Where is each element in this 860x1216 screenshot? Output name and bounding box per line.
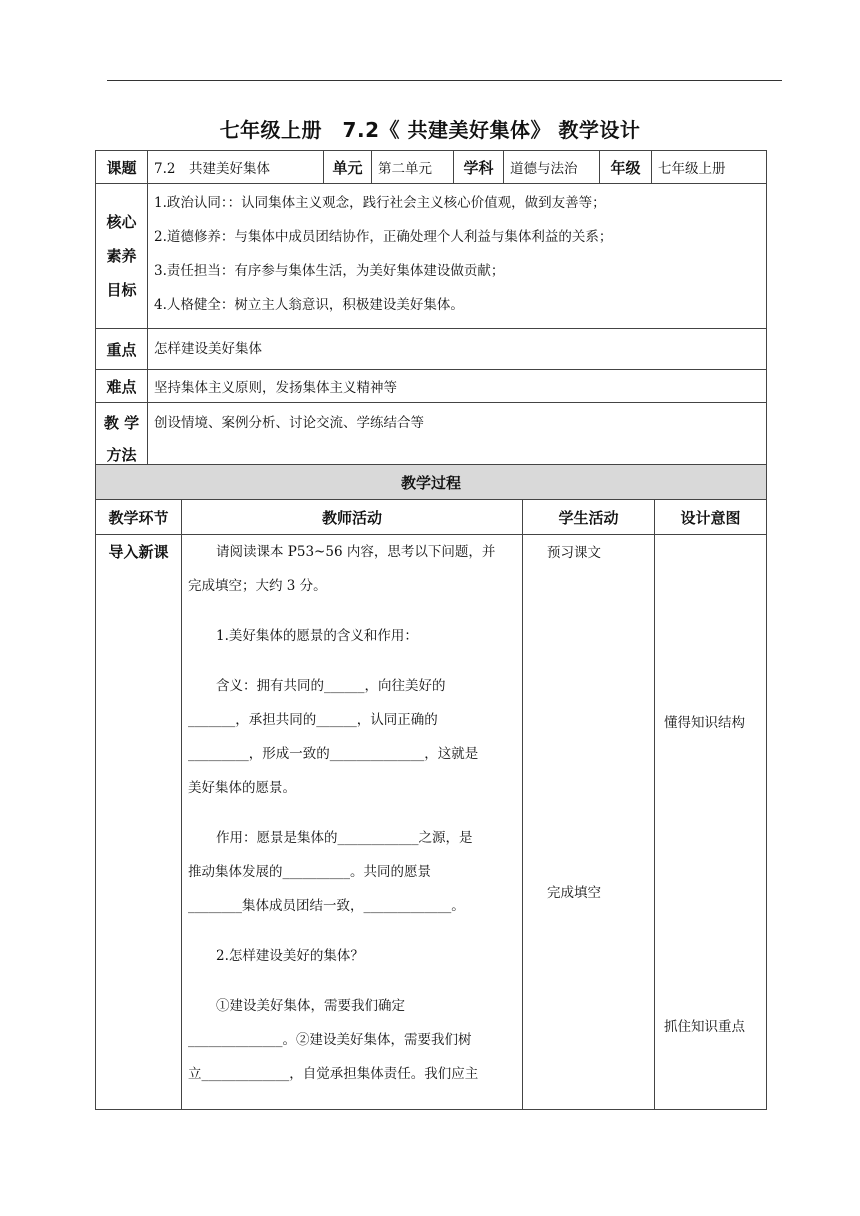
student-activity: [523, 535, 655, 1110]
teacher-line: ①建设美好集体，需要我们确定: [216, 998, 405, 1014]
teacher-line: 完成填空；大约 3 分。: [188, 578, 327, 594]
key-value: 怎样建设美好集体: [148, 329, 767, 370]
goal-item: 2.道德修养：与集体中成员团结协作，正确处理个人利益与集体利益的关系；: [154, 229, 613, 245]
stage-name: 导入新课: [96, 535, 182, 1110]
method-value: 创设情境、案例分析、讨论交流、学练结合等: [148, 403, 767, 473]
header-stage: 教学环节: [96, 500, 182, 535]
teacher-line: ______________。②建设美好集体，需要我们树: [188, 1032, 472, 1048]
teacher-line: ________集体成员团结一致，_____________。: [188, 898, 465, 914]
design-intent: [655, 535, 767, 1110]
header-student: 学生活动: [523, 500, 655, 535]
teacher-line: _______，承担共同的______，认同正确的: [188, 712, 438, 728]
teacher-line: 含义：拥有共同的______，向往美好的: [216, 678, 446, 694]
key-label: 重点: [96, 329, 148, 370]
lesson-info-table: [95, 150, 767, 473]
difficult-value: 坚持集体主义原则，发扬集体主义精神等: [148, 370, 767, 403]
goals-label: 核心 素养 目标: [96, 184, 148, 329]
teacher-line: 美好集体的愿景。: [188, 780, 296, 796]
teacher-activity: [182, 535, 523, 1110]
grade-value: 七年级上册: [652, 151, 767, 184]
unit-value: 第二单元: [372, 151, 454, 184]
teacher-line: 2.怎样建设美好的集体？: [216, 948, 364, 964]
goal-item: 4.人格健全：树立主人翁意识，积极建设美好集体。: [154, 297, 464, 313]
student-activity-fill: 完成填空: [547, 885, 601, 901]
header-teacher: 教师活动: [182, 500, 523, 535]
subject-value: 道德与法治: [504, 151, 600, 184]
teacher-line: 立_____________，自觉承担集体责任。我们应主: [188, 1066, 479, 1082]
intent-focus: 抓住知识重点: [664, 1019, 745, 1035]
teacher-line: 请阅读课本 P53~56 内容，思考以下问题，并: [216, 544, 496, 560]
course-value: 7.2 共建美好集体: [148, 151, 324, 184]
method-label: 教 学 方法: [96, 403, 148, 473]
teacher-line: 作用：愿景是集体的____________之源，是: [216, 830, 473, 846]
teacher-line: 1.美好集体的愿景的含义和作用：: [216, 628, 418, 644]
difficult-label: 难点: [96, 370, 148, 403]
course-label: 课题: [96, 151, 148, 184]
grade-label: 年级: [600, 151, 652, 184]
goals-list: [148, 184, 767, 329]
page-title: 七年级上册 7.2《 共建美好集体》 教学设计: [219, 118, 641, 142]
student-activity-preview: 预习课文: [547, 545, 601, 561]
teacher-line: _________，形成一致的______________，这就是: [188, 746, 479, 762]
process-title: 教学过程: [96, 465, 767, 500]
intent-structure: 懂得知识结构: [664, 715, 745, 731]
goal-item: 3.责任担当：有序参与集体生活，为美好集体建设做贡献；: [154, 263, 505, 279]
header-rule: [107, 80, 782, 81]
teacher-line: 推动集体发展的__________。共同的愿景: [188, 864, 431, 880]
goal-item: 1.政治认同：：认同集体主义观念，践行社会主义核心价值观，做到友善等；: [154, 195, 606, 211]
header-intent: 设计意图: [655, 500, 767, 535]
subject-label: 学科: [454, 151, 504, 184]
unit-label: 单元: [324, 151, 372, 184]
teaching-process-table: [95, 464, 767, 1110]
